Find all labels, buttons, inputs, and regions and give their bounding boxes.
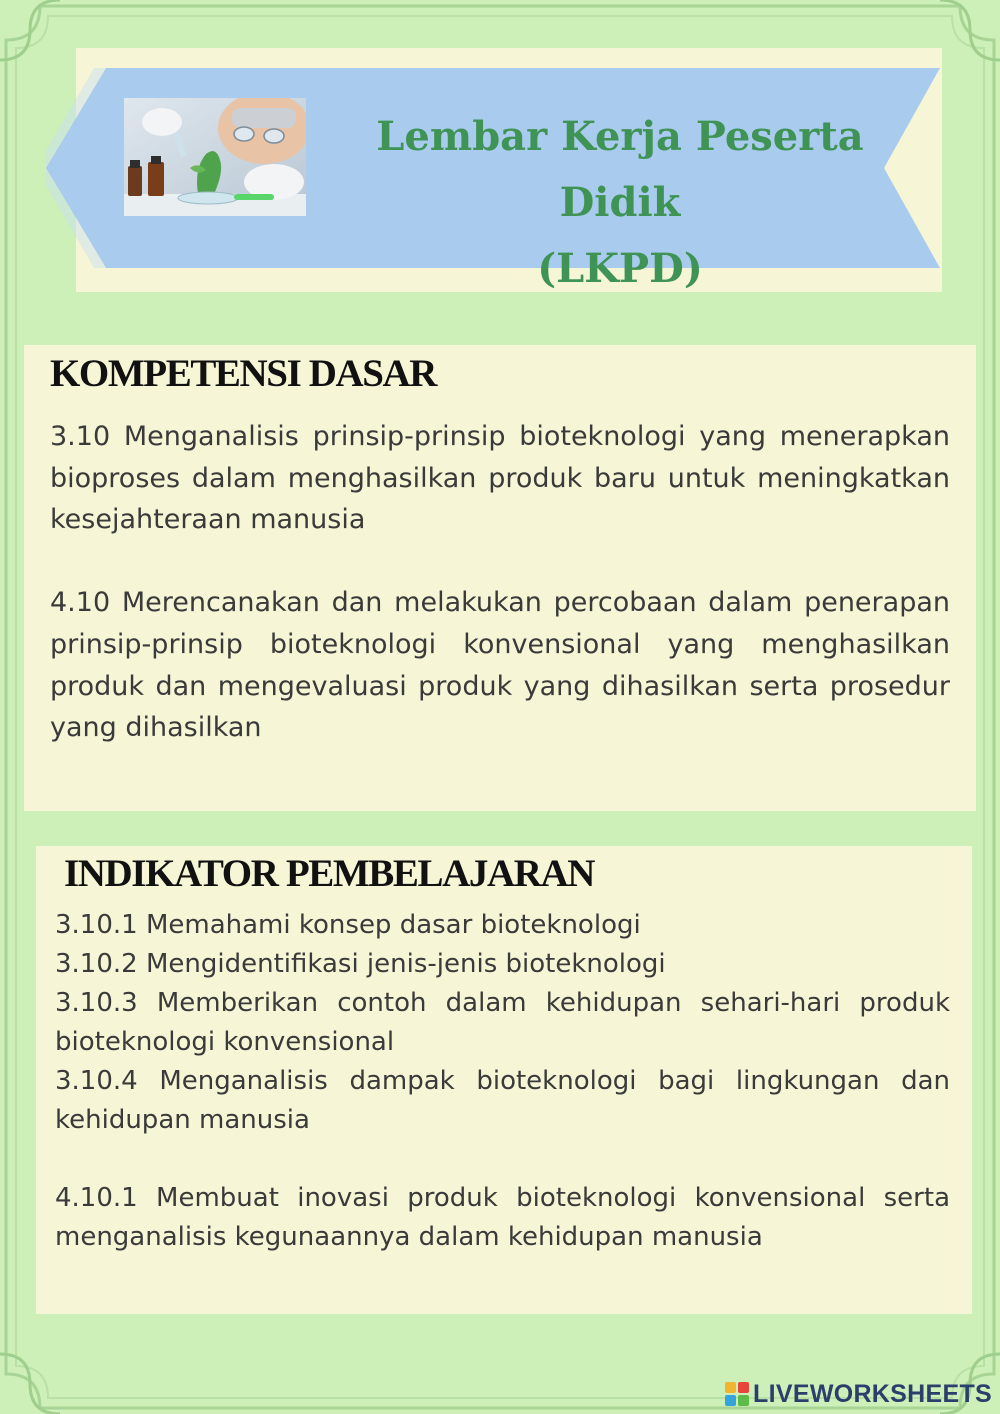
lab-scientist-illustration bbox=[124, 98, 306, 216]
logo-text: LIVEWORKSHEETS bbox=[753, 1379, 992, 1408]
indikator-item: 4.10.1 Membuat inovasi produk bioteknologi konvensional serta menganalisis kegunaannya dalam kehidupan manusia bbox=[55, 1183, 950, 1252]
indikator-item: 3.10.4 Menganalisis dampak bioteknologi bagi lingkungan dan kehidupan manusia bbox=[55, 1066, 950, 1135]
kd-item: 4.10 Merencanakan dan melakukan percobaan dalam penerapan prinsip-prinsip bioteknologi konvensional yang menghasilkan produk dan mengevaluasi produk yang dihasilkan serta prosedur yang dihasilkan bbox=[50, 587, 950, 744]
worksheet-title bbox=[330, 104, 910, 302]
indikator-heading: INDIKATOR PEMBELAJARAN bbox=[64, 852, 595, 895]
indikator-item: 3.10.3 Memberikan contoh dalam kehidupan sehari-hari produk bioteknologi konvensional bbox=[55, 988, 950, 1057]
liveworksheets-logo-icon bbox=[725, 1382, 749, 1406]
title-line-1: Lembar Kerja Peserta Didik bbox=[376, 113, 864, 226]
kompetensi-dasar-heading: KOMPETENSI DASAR bbox=[50, 352, 437, 395]
indikator-item: 3.10.1 Memahami konsep dasar bioteknologi bbox=[55, 910, 641, 940]
indikator-list bbox=[55, 906, 950, 1257]
lab-scientist-image bbox=[124, 98, 306, 216]
indikator-item: 3.10.2 Mengidentifikasi jenis-jenis bioteknologi bbox=[55, 949, 666, 979]
liveworksheets-logo[interactable] bbox=[725, 1378, 992, 1410]
kompetensi-dasar-list bbox=[50, 416, 950, 749]
kd-item: 3.10 Menganalisis prinsip-prinsip bioteknologi yang menerapkan bioproses dalam menghasilkan produk baru untuk meningkatkan kesejahteraan manusia bbox=[50, 421, 950, 536]
title-line-2: (LKPD) bbox=[537, 245, 703, 292]
